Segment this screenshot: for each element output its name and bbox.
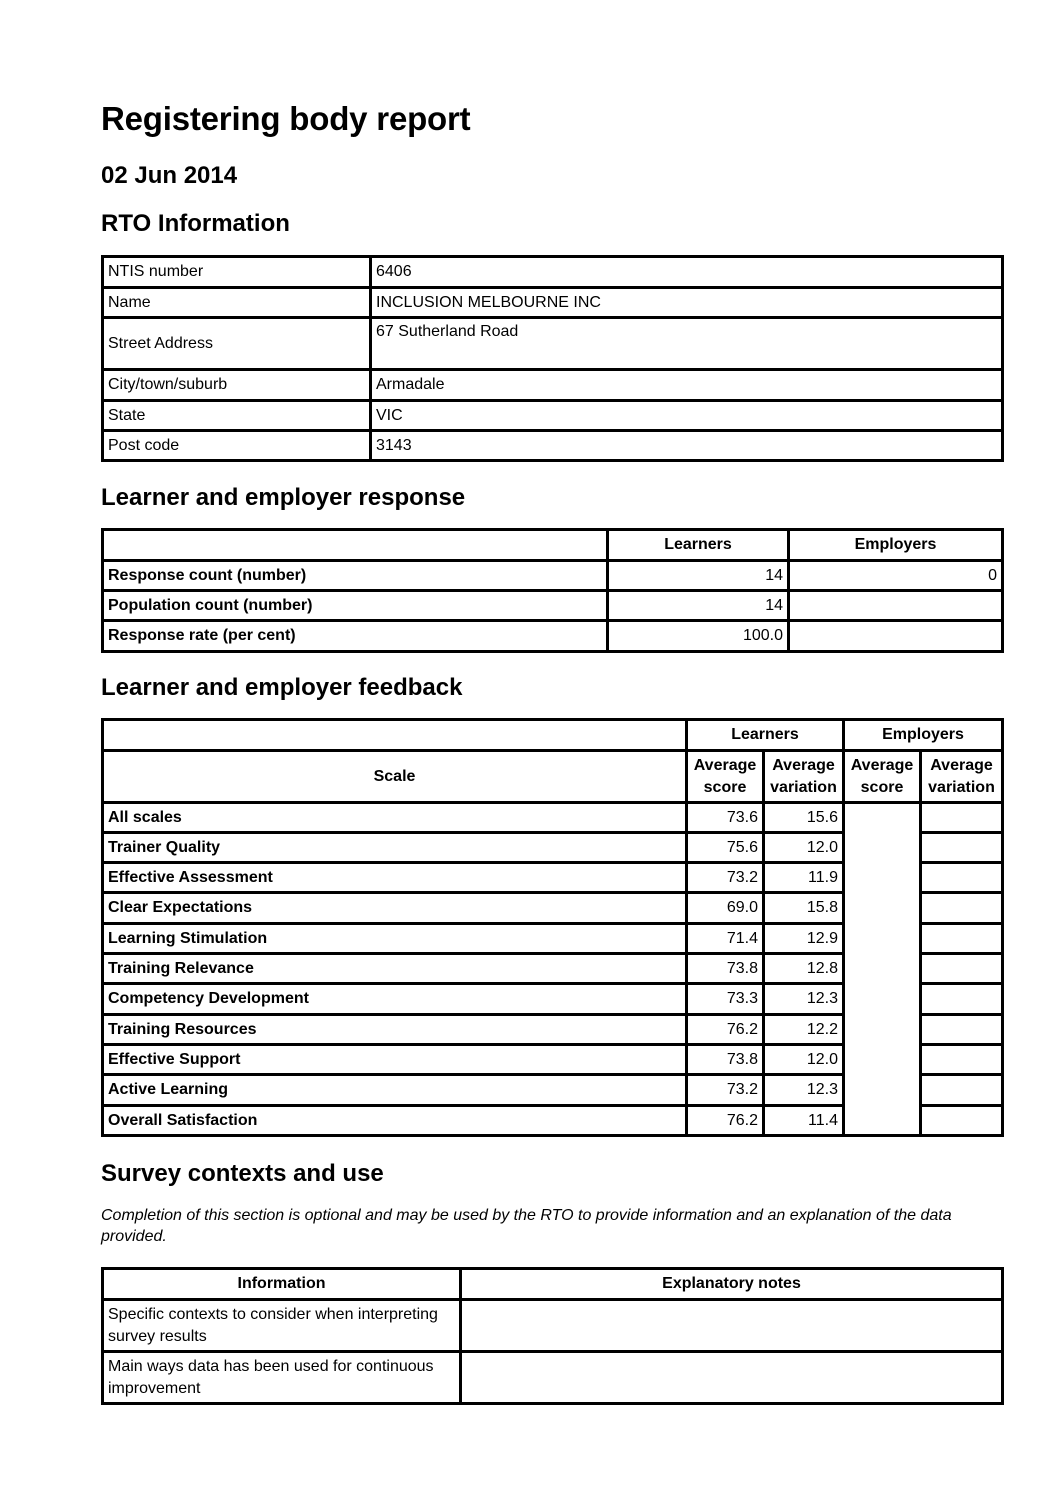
rto-label: Post code [103, 431, 371, 461]
employers-avg-variation-cell [921, 893, 1003, 924]
scale-name: Active Learning [103, 1075, 687, 1106]
col-employers: Employers [789, 530, 1003, 561]
table-header-row [103, 720, 1003, 751]
learners-avg-variation: 11.9 [764, 863, 844, 893]
scale-name: Clear Expectations [103, 893, 687, 924]
survey-info-label: Specific contexts to consider when interpreting survey results [103, 1300, 461, 1352]
col-employers-avg-score: Average score [844, 751, 921, 803]
rto-label: City/town/suburb [103, 370, 371, 401]
rto-value: VIC [371, 401, 1003, 431]
scale-name: Learning Stimulation [103, 924, 687, 954]
response-label: Population count (number) [103, 591, 608, 621]
col-learners: Learners [608, 530, 789, 561]
table-row [103, 591, 1003, 621]
learners-avg-variation: 15.6 [764, 803, 844, 833]
col-learners-avg-variation: Average variation [764, 751, 844, 803]
scale-name: Training Resources [103, 1015, 687, 1045]
table-header-row [103, 530, 1003, 561]
learners-avg-score: 76.2 [687, 1106, 764, 1136]
response-label: Response rate (per cent) [103, 621, 608, 652]
response-learners-value: 14 [608, 591, 789, 621]
rto-label: State [103, 401, 371, 431]
learners-avg-score: 73.6 [687, 803, 764, 833]
table-row [103, 318, 1003, 370]
survey-heading: Survey contexts and use [101, 1160, 384, 1187]
report-date: 02 Jun 2014 [101, 162, 238, 189]
feedback-corner-cell [103, 720, 687, 751]
table-row [103, 401, 1003, 431]
rto-heading: RTO Information [101, 210, 290, 237]
employers-avg-variation-cell [921, 863, 1003, 893]
table-row [103, 431, 1003, 461]
survey-note: Completion of this section is optional and may be used by the RTO to provide information and an explanation of the data provided. [101, 1207, 952, 1245]
employers-avg-variation-cell [921, 984, 1003, 1015]
rto-value: 67 Sutherland Road [371, 318, 1003, 370]
learners-avg-score: 73.8 [687, 1045, 764, 1075]
learners-avg-variation: 12.3 [764, 984, 844, 1015]
feedback-table [101, 718, 1004, 1137]
learners-avg-variation: 12.8 [764, 954, 844, 984]
employers-avg-variation-cell [921, 1015, 1003, 1045]
response-learners-value: 100.0 [608, 621, 789, 652]
group-learners: Learners [687, 720, 844, 751]
table-row [103, 257, 1003, 288]
learners-avg-variation: 12.9 [764, 924, 844, 954]
response-heading: Learner and employer response [101, 484, 466, 511]
learners-avg-score: 73.2 [687, 1075, 764, 1106]
col-scale: Scale [103, 751, 687, 803]
col-information: Information [103, 1269, 461, 1300]
survey-notes-field [461, 1352, 1003, 1404]
learners-avg-variation: 12.0 [764, 833, 844, 863]
table-header-row [103, 751, 1003, 803]
learners-avg-score: 73.8 [687, 954, 764, 984]
learners-avg-score: 71.4 [687, 924, 764, 954]
survey-table [101, 1267, 1004, 1405]
survey-notes-field [461, 1300, 1003, 1352]
learners-avg-variation: 12.3 [764, 1075, 844, 1106]
response-employers-value: 0 [789, 561, 1003, 591]
table-row [103, 370, 1003, 401]
employers-avg-variation-cell [921, 1075, 1003, 1106]
table-row [103, 561, 1003, 591]
col-employers-avg-variation: Average variation [921, 751, 1003, 803]
learners-avg-score: 69.0 [687, 893, 764, 924]
scale-name: Effective Assessment [103, 863, 687, 893]
learners-avg-score: 73.2 [687, 863, 764, 893]
rto-value: 6406 [371, 257, 1003, 288]
learners-avg-variation: 12.2 [764, 1015, 844, 1045]
survey-info-label: Main ways data has been used for continuous improvement [103, 1352, 461, 1404]
rto-label: Name [103, 288, 371, 318]
table-row [103, 1300, 1003, 1352]
employers-avg-variation-cell [921, 954, 1003, 984]
employers-avg-score-cell [844, 803, 921, 1136]
learners-avg-score: 76.2 [687, 1015, 764, 1045]
table-row [103, 1352, 1003, 1404]
employers-avg-variation-cell [921, 1106, 1003, 1136]
response-employers-value [789, 621, 1003, 652]
learners-avg-score: 75.6 [687, 833, 764, 863]
scale-name: Effective Support [103, 1045, 687, 1075]
scale-name: Overall Satisfaction [103, 1106, 687, 1136]
response-corner-cell [103, 530, 608, 561]
col-learners-avg-score: Average score [687, 751, 764, 803]
table-row [103, 803, 1003, 833]
rto-value: Armadale [371, 370, 1003, 401]
scale-name: All scales [103, 803, 687, 833]
group-employers: Employers [844, 720, 1003, 751]
rto-label: Street Address [103, 318, 371, 370]
rto-label: NTIS number [103, 257, 371, 288]
response-employers-value [789, 591, 1003, 621]
learners-avg-variation: 11.4 [764, 1106, 844, 1136]
response-learners-value: 14 [608, 561, 789, 591]
table-row [103, 288, 1003, 318]
scale-name: Competency Development [103, 984, 687, 1015]
scale-name: Training Relevance [103, 954, 687, 984]
learners-avg-score: 73.3 [687, 984, 764, 1015]
table-header-row [103, 1269, 1003, 1300]
response-table [101, 528, 1004, 653]
employers-avg-variation-cell [921, 803, 1003, 833]
table-row [103, 621, 1003, 652]
rto-value: 3143 [371, 431, 1003, 461]
response-label: Response count (number) [103, 561, 608, 591]
employers-avg-variation-cell [921, 1045, 1003, 1075]
rto-value: INCLUSION MELBOURNE INC [371, 288, 1003, 318]
learners-avg-variation: 12.0 [764, 1045, 844, 1075]
employers-avg-variation-cell [921, 833, 1003, 863]
employers-avg-variation-cell [921, 924, 1003, 954]
col-explanatory-notes: Explanatory notes [461, 1269, 1003, 1300]
report-title: Registering body report [101, 100, 471, 137]
learners-avg-variation: 15.8 [764, 893, 844, 924]
feedback-heading: Learner and employer feedback [101, 674, 463, 701]
scale-name: Trainer Quality [103, 833, 687, 863]
rto-table [101, 255, 1004, 462]
